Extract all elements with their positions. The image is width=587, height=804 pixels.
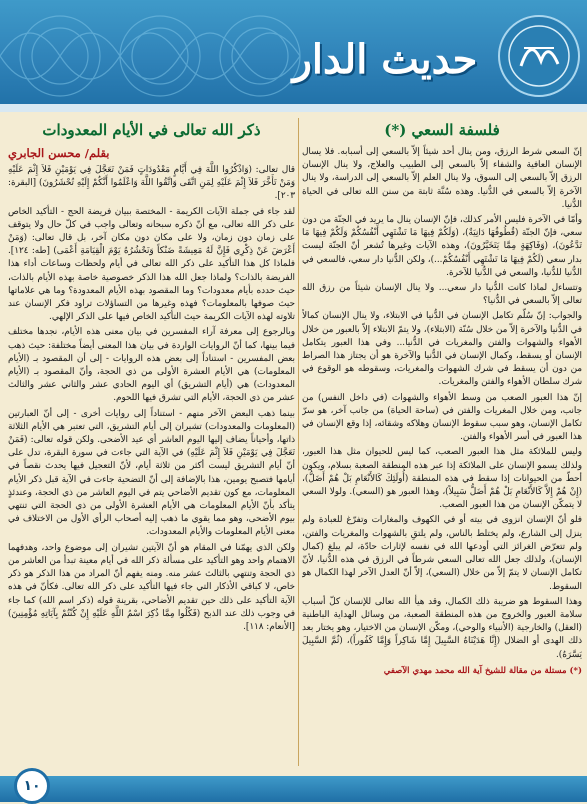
paragraph: بينما ذهب البعض الآخر منهم - استناداً إلى روايات أخرى - إلى أنّ العبارتين (المعلومات والمعدودات) تشيران إلى أيام التشريق، التي تعتبر هي الأيام الثلاثة ذاتها، وأحياناً يضاف إليها اليوم العاشر أي عيد الأضحى. ولكن قوله تعالى: (فَمَنْ تَعَجَّلَ فِي يَوْمَيْنِ فَلاَ إِثْمَ عَلَيْهِ) في الآية التي جاءت في سورة البقرة، تدل على أنّ أيام التشريق ليست أكثر من ثلاثة أيام، لأنّ التعجيل فيها يحدث نقصاً في أيامها فتصبح يومين، هذا بالإضافة إلى أنّ التضحية جاءت في الآية قبل ذكر الأيام المعلومات، مع كون تقديم الأضاحي يتم في اليوم العاشر من ذي الحجة، وعندئذٍ يتأكد بأنّ الأيام المعلومات هي الأيام العشرة الأولى من ذي الحجة التي تنتهي بيوم الأضحى، وهو مما يقوي ما ذهب إليه أصحاب الرأي الأول من الاختلاف في معنى الأيام المعلومات والأيام المعدودات. (8, 408, 295, 538)
paragraph: والجواب: إنّ سُلّم تكامل الإنسان في الدُّنيا في الابتلاء، ولا ينال الإنسان كمالاً في الدُّنيا والآخرة إلاّ من خلال سُنّة (الابتلاء)، ولا يتمّ الابتلاء إلاّ بالعبور من خلال الأهواء والشهوات والفتن والمغريات في الدُّنيا... وفي هذا العبور يتكامل الإنسان أو يسقط، وكمال الإنسان في الدُّنيا والآخرة هو أن يجتاز هذا الصراط من دون أن يسقط في شرك الشهوات والمغريات، وسقوطه هو الوقوع في شرك سلطان الأهواء والفتن والمغريات. (302, 311, 582, 388)
article-title-left: ذكر الله تعالى في الأيام المعدودات (42, 121, 261, 139)
article-title-right: فلسفة السعي (*) (384, 121, 500, 139)
page-number: ١٠ (14, 768, 50, 804)
paragraph: وبالرجوع إلى معرفة آراء المفسرين في بيان معنى هذه الأيام، نجدها مختلف فيما بينها، كما أنّ الروايات الواردة في بيان هذا المعنى أيضاً مختلفة: حيث ذهب بعض المفسرين - استناداً إلى بعض هذه الروايات - إلى أن المقصود بـ (الأيام المعلومات) هي الأيام العشرة الأولى من ذي الحجة، وأنّ المقصود بـ (الأيام المعدودات) هي (أيام التشريق) أي اليوم الحادي عشر والثاني عشر والثالث عشر من ذي الحجة، الأيام التي تشرق فيها اللحوم. (8, 327, 295, 404)
paragraph: ولكن الذي يهمّنا في المقام هو أنّ الآيتين تشيران إلى موضوع واحد، وهدفهما الاهتمام واحد وهو التأكيد على مسألة ذكر الله في أيام معينة تبدأ من العاشر من ذي الحجة وتنتهي بالثالث عشر منه. ومنه يفهم أنّ المراد من هذا الذكر هو ذكر خاص، لا كباقي الأذكار التي جاء فيها التأكيد على ذكر الله تعالى. فكأنّ في هذه الآية التأكيد على ذلك حين تقديم الأضاحي، بقرينة قوله (ذكر اسم الله) كما جاء في وجوب ذلك عند الذبح (فَكُلُوا مِمَّا ذُكِرَ اسْمُ اللَّهِ عَلَيْهِ إِنْ كُنْتُمْ بِآيَاتِهِ مُؤْمِنِينَ) [الأنعام: ١١٨]. (8, 542, 295, 632)
article-body-right (302, 146, 582, 676)
paragraph: وهذا السقوط هو ضريبة ذلك الكمال، وقد هيأ الله تعالى للإنسان كلّ أسباب سلامة العبور والخروج من هذه المنطقة الصعبة، من وسائل الهداية الباطنية (العقل) والخارجية (الأنبياء والوحي)، ومكّن الإنسان من الاختيار، وهو يختار بعد ذلك الهدى أو الضلال (إِنَّا هَدَيْنَاهُ السَّبِيلَ إِمَّا شَاكِراً وَإِمَّا كَفُوراً)، (ثُمَّ السَّبِيلَ يَسَّرَهُ). (302, 596, 582, 660)
article-body-left (8, 164, 295, 634)
article-right (302, 118, 582, 768)
page-header (0, 0, 587, 112)
header-title: حديث الدار (292, 36, 478, 83)
header-strip (0, 104, 587, 112)
calligraphy-emblem-icon (496, 6, 582, 106)
paragraph: إنّ هذا العبور الصعب من وسط الأهواء والشهوات (في داخل النفس) من جانب، ومن خلال المغريات والفتن في (ساحة الحياة) من جانب آخر، هو سرّ تكامل الإنسان، وهو سبب سقوط الإنسان وهلاكه وشقائه، إذا وقع الإنسان في هذا العبور في أسر الأهواء والفتن. (302, 392, 582, 443)
paragraph: وليس للملائكة مثل هذا العبور الصعب، كما ليس للحيوان مثل هذا العبور، ولذلك يسمو الإنسان على الملائكة إذا عبر هذه المنطقة الصعبة بسلام، ويكون أحطّ من الحيوانات إذا سقط في هذه المنطقة (أُولَئِكَ كَالأَنْعَامِ بَلْ هُمْ أَضَلُّ)، (إِنْ هُمْ إِلاَّ كَالأَنْعَامِ بَلْ هُمْ أَضَلُّ سَبِيلاً)، وهذا العبور هو (السعي). ولولا السعي لا يتمكّن الإنسان من هذا العبور الصعب. (302, 447, 582, 511)
paragraph: فلو أنّ الإنسان انزوى في بيته أو في الكهوف والمغارات وتفرّغ للعبادة ولم ينزل إلى الشارع، ولم يختلط بالناس، ولم يلتقِ بالشهوات والمغريات والفتن، ولم تتعرّض الغرائز التي أودعها الله في نفسه لإثارات حادّة، لم يبلغ (كمال الإنسان)، ولذلك جعل الله تعالى السعي شرطاً في الرزق في هذه الدُّنيا، لأنّ تكامل الإنسان لا يتمّ إلاّ من خلال (السعي)، إلاّ أنّ العدل الآخر لهذا الكمال هو السقوط. (302, 515, 582, 592)
paragraph: وتتساءل لماذا كانت الدُّنيا دار سعي... ولا ينال الإنسان شيئاً من رزق الله تعالى إلاّ بالسعي في الدُّنيا؟ (302, 283, 582, 307)
article-left (8, 118, 295, 768)
column-divider (298, 118, 299, 766)
paragraph: لقد جاء في جملة الآيات الكريمة - المختصة ببيان فريضة الحج - التأكيد الخاص على ذكر الله تعالى، مع أنّ ذكره سبحانه وتعالى واجب في كلّ حال ولا يتوقف على زمان دون زمان، ولا على مكان دون مكان آخر، بل قال تعالى: (وَمَنْ أَعْرَضَ عَنْ ذِكْرِي فَإِنَّ لَهُ مَعِيشَةً ضَنْكاً وَنَحْشُرُهُ يَوْمَ الْقِيَامَةِ أَعْمَى) [طه: ١٢٤]. فلماذا كل هذا التأكيد على ذكر الله تعالى في أيام ولحظات وساعات أداء هذا الفريضة بالذات؟ ولماذا جعل الله هذا الذكر خصوصية خاصة بهذه الأيام بالذات، حيث حدده بأيام معدودات؟ وما المقصود بهذه الأيام المعدودة؟ وما هي علاماتها حيث صوفها بالمعلومات؟ فهذه وغيرها من التساؤلات تراود فكر الإنسان عند تلاوته لهذه الآيات الكريمة حيث التأكيد الخاص فيها على الذكر الإلهي. (8, 206, 295, 323)
page-footer (0, 776, 587, 802)
paragraph: قال تعالى: (وَاذْكُرُوا اللَّهَ فِي أَيَّامٍ مَعْدُودَاتٍ فَمَنْ تَعَجَّلَ فِي يَوْمَيْنِ فَلاَ إِثْمَ عَلَيْهِ وَمَنْ تَأَخَّرَ فَلاَ إِثْمَ عَلَيْهِ لِمَنِ اتَّقَى وَاتَّقُوا اللَّهَ وَاعْلَمُوا أَنَّكُمْ إِلَيْهِ تُحْشَرُونَ) [البقرة: ٢٠٣]. (8, 165, 295, 202)
paragraph: إنّ السعي شرط الرزق، ومن ينال أحد شيئاً إلاّ بالسعي إلى أسبابه. فلا يسال الإنسان العافية والشفاء إلاّ بالسعي إلى الطبيب والعلاج، ولا ينال الإنسان الرزق إلاّ بالسعي إلى السوق، ولا ينال العلم إلاّ بالسعي إلى الدراسة، ولا ينال الآخرة إلاّ بالسعي في الدُّنيا. وهذه سُنَّة ثابتة من سنن الله تعالى في الحياة الدُّنيا. (302, 147, 582, 210)
source-note: (*) مستلة من مقالة للشيخ آية الله محمد مهدي الآصفي (383, 665, 582, 676)
author-byline: بقلم/ محسن الجابري (8, 146, 110, 160)
paragraph: وأمّا في الآخرة فليس الأمر كذلك، فإنّ الإنسان ينال ما يريد في الجنّة من دون سعي، فإنّ الجنّة (قُطُوفُهَا دَانِيَةٌ)، (وَلَكُمْ فِيهَا مَا تَشْتَهِي أَنْفُسُكُمْ وَلَكُمْ فِيهَا مَا تَدَّعُونَ)، (وَفَاكِهَةٍ مِمَّا يَتَخَيَّرُونَ)، وهذه الآيات وغيرها تُشعر أنّ الجنّة ليست بدار سعي (لَكُمْ فِيهَا مَا تَشْتَهِي أَنْفُسُكُمْ...)، ولكن الدُّنيا دار سعي، فالسعي في الدُّنيا للدُّنيا، والسعي في الدُّنيا للآخرة. (302, 215, 582, 278)
